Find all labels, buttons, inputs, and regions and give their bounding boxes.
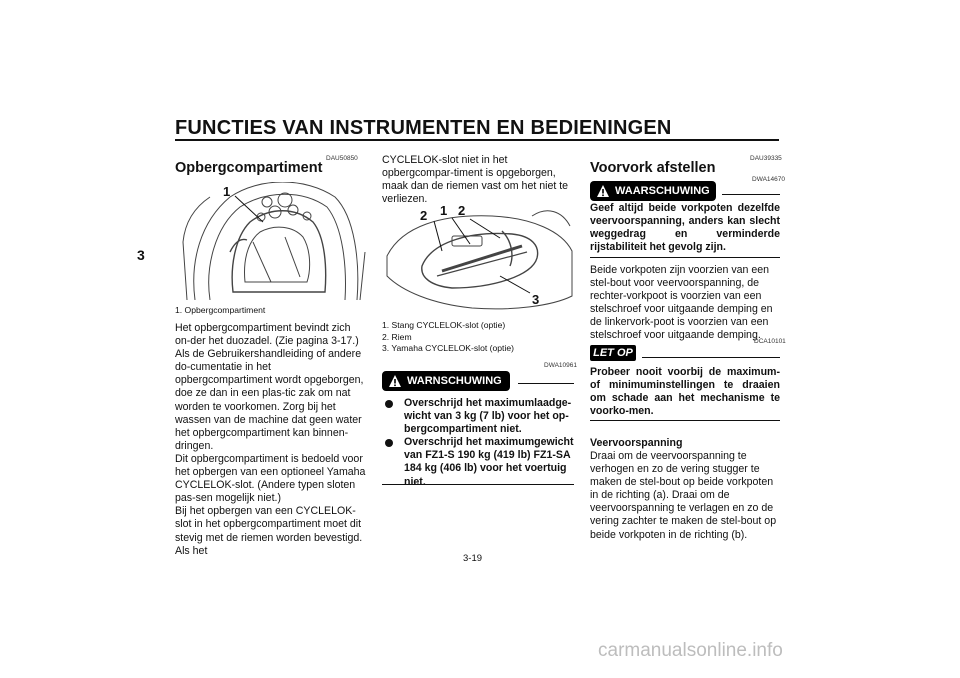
figure-captions (382, 320, 514, 355)
notice-banner: LET OP (590, 345, 636, 361)
section-code: DAU50850 (326, 155, 358, 162)
warning-banner (590, 181, 716, 201)
header-rule (175, 139, 779, 141)
figure-callout-2b: 2 (458, 203, 466, 218)
page-number: 3-19 (463, 553, 483, 564)
chapter-number: 3 (137, 247, 145, 263)
warning-text: Geef altijd beide vorkpoten dezelfde veervoorspanning, anders kan slecht weggedrag en verminderde rijstabiliteit het gevolg zijn. (590, 202, 780, 254)
continuation-text: CYCLELOK-slot niet in het opbergcompar-timent is opgeborgen, maak dan de riemen vast om het niet te verliezen. (382, 154, 569, 206)
figure-callout-3: 3 (532, 292, 540, 307)
warning-label: WAARSCHUWING (615, 185, 710, 197)
warning-banner (382, 371, 510, 391)
warning-label: WARNSCHUWING (407, 375, 502, 387)
storage-compartment-illustration (175, 182, 367, 300)
divider (590, 420, 780, 421)
notice-text: Probeer nooit voorbij de maximum- of minimuminstellingen te draaien om schade aan het mechanisme te voorko-men. (590, 366, 780, 418)
list-item: Overschrijd het maximumlaadge-wicht van 3 kg (7 lb) voor het op-bergcompartiment niet. (382, 397, 574, 436)
warning-triangle-icon (596, 184, 610, 198)
bullet-icon (385, 439, 393, 447)
storage-body-text (175, 322, 367, 558)
section-code: DAU39335 (750, 155, 782, 162)
figure-callout-1: 1 (223, 184, 231, 199)
paragraph: Als de Gebruikershandleiding of andere do-cumentatie in het opbergcompartiment wordt opgeborgen, doe ze dan in een plas-tic zak om nat worden te voorkomen. Zorg bij het wassen van de machine dat geen water het opbergcompartiment kan binnen-dringen. (175, 348, 364, 452)
cyclelok-illustration (382, 196, 574, 314)
divider (518, 383, 574, 384)
fork-body-text: Beide vorkpoten zijn voorzien van een stel-bout voor veervoorspanning, de rechter-vorkpoot is voorzien van een stelschroef voor uitgaande demping en de linkervork-poot is voorzien van een stelschroef voor uitgaande demping. (590, 264, 773, 342)
divider (722, 194, 780, 195)
warning-triangle-icon (388, 374, 402, 388)
notice-code: DCA10101 (754, 338, 786, 345)
figure-cyclelok (382, 196, 574, 314)
figure-caption: 1. Opbergcompartiment (175, 305, 266, 315)
caption-item: 1. Stang CYCLELOK-slot (optie) (382, 320, 506, 330)
divider (382, 484, 574, 485)
page-header-title: FUNCTIES VAN INSTRUMENTEN EN BEDIENINGEN (175, 117, 672, 139)
list-item: Overschrijd het maximumgewicht van FZ1-S 190 kg (419 lb) FZ1-SA 184 kg (406 lb) voor het voertuig niet. (382, 436, 574, 488)
bullet-icon (385, 400, 393, 408)
figure-callout-2a: 2 (420, 208, 428, 223)
warning-code: DWA14670 (752, 176, 785, 183)
watermark: carmanualsonline.info (598, 640, 783, 661)
warning-bullets (382, 397, 574, 489)
preload-body-text: Draai om de veervoorspanning te verhogen en zo de vering stugger te maken de stel-bout op beide vorkpoten in de richting (a). Draai om de veervoorspanning te verlagen en zo de vering zachter te maken de stel-bout op beide vorkpoten in de richting (b). (590, 450, 777, 541)
section-heading-storage: Opbergcompartiment (175, 160, 323, 176)
caption-item: 2. Riem (382, 331, 412, 342)
divider (642, 357, 780, 358)
caption-item: 3. Yamaha CYCLELOK-slot (optie) (382, 343, 514, 353)
figure-callout-1: 1 (440, 203, 448, 218)
section-heading-fork: Voorvork afstellen (590, 160, 716, 176)
subheading: Veervoorspanning (590, 437, 683, 449)
paragraph: Het opbergcompartiment bevindt zich on-der het duozadel. (Zie pagina 3-17.) (175, 322, 359, 348)
warning-code: DWA10961 (544, 362, 577, 369)
divider (590, 257, 780, 258)
figure-storage-compartment (175, 182, 367, 300)
paragraph: Bij het opbergen van een CYCLELOK-slot in het opbergcompartiment moet dit stevig met de riemen worden bevestigd. Als het (175, 505, 363, 557)
paragraph: Dit opbergcompartiment is bedoeld voor het opbergen van een optioneel Yamaha CYCLELOK-slot. (Andere typen sloten pas-sen mogelijk niet.) (175, 452, 366, 505)
